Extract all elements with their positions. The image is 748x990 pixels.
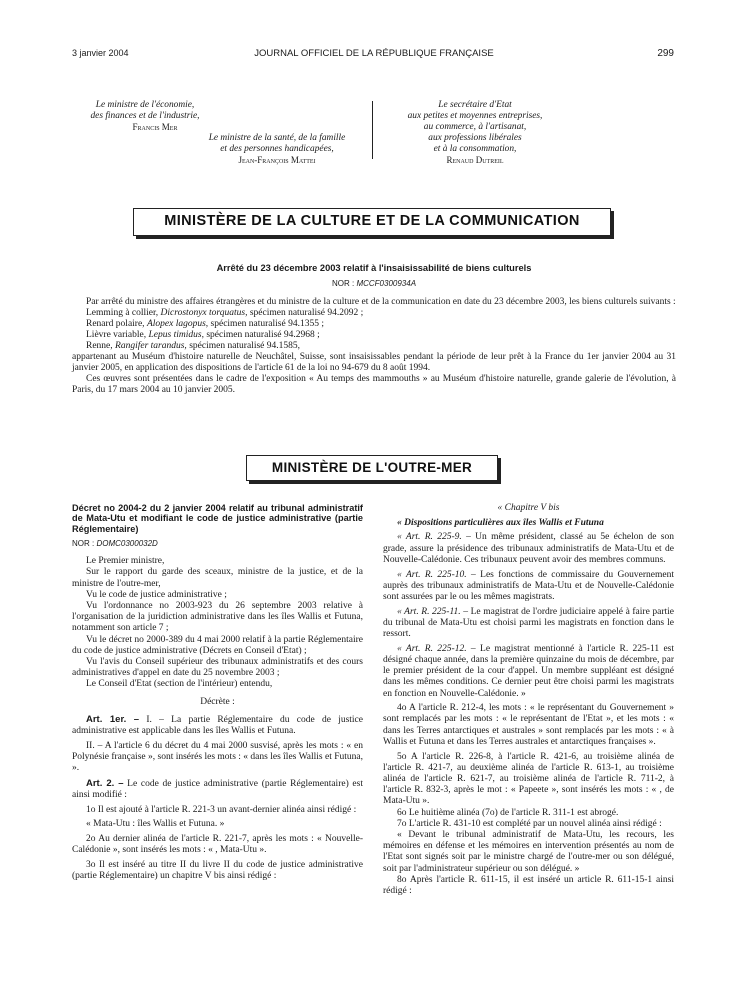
decree-paragraph: 5o A l'article R. 226-8, à l'article R. 421-6, au troisième alinéa de l'article R. 421-7, au deuxième alinéa de l'article R. 613-1, au troisième alinéa de l'article R. 621-7, au troisième alinéa de l'article R. 711-2, à l'article R. 832-3, après le mot : « Papeete », sont insérés les mots : « , de Mata-Utu ». bbox=[383, 751, 674, 807]
decree-paragraph: 6o Le huitième alinéa (7o) de l'article R. 311-1 est abrogé. bbox=[397, 807, 619, 818]
page-number: 299 bbox=[657, 48, 674, 59]
article-text: I. – La partie Réglementaire du code de justice administrative est applicable dans les îles Wallis et Futuna. bbox=[72, 714, 363, 736]
signature-divider bbox=[372, 101, 373, 159]
decree-paragraph: Le Premier ministre, bbox=[86, 556, 165, 567]
article-label: « Art. R. 225-10. bbox=[397, 569, 467, 580]
signatory-name: Francis Mer bbox=[132, 122, 178, 132]
article-label: Art. 1er. – bbox=[86, 713, 140, 725]
list-item: Renne, Rangifer tarandus, spécimen naturalisé 94.1585, bbox=[86, 341, 300, 351]
article-r225-10 bbox=[383, 570, 674, 604]
list-item: Lemming à collier, Dicrostonyx torquatus, spécimen naturalisé 94.2092 ; bbox=[86, 308, 364, 318]
decree-right-column bbox=[383, 503, 674, 897]
signatory-name: Renaud Dutreil bbox=[446, 155, 504, 165]
article-r225-9 bbox=[383, 532, 674, 566]
decree-title: Décret no 2004-2 du 2 janvier 2004 relatif au tribunal administratif de Mata-Utu et modifiant le code de justice administrative (partie Réglementaire) bbox=[72, 503, 363, 534]
signature-sante bbox=[182, 133, 372, 166]
ministry-heading-culture: MINISTÈRE DE LA CULTURE ET DE LA COMMUNICATION bbox=[133, 208, 611, 236]
article-text: – Le magistrat de l'ordre judiciaire appelé à faire partie du tribunal de Mata-Utu est choisi parmi les magistrats en fonction dans le ressort. bbox=[383, 606, 675, 640]
header-date: 3 janvier 2004 bbox=[72, 48, 129, 58]
signature-line: Le ministre de l'économie, bbox=[95, 100, 195, 110]
ministry-heading-outremer: MINISTÈRE DE L'OUTRE-MER bbox=[246, 455, 498, 481]
article-text: – Les fonctions de commissaire du Gouvernement auprès des tribunaux administratifs de Mata-Utu et de Nouvelle-Calédonie sont assurées par le ou les mêmes magistrats. bbox=[383, 569, 674, 602]
signature-line: Le secrétaire d'Etat bbox=[438, 100, 512, 110]
article-text: – Un même président, classé au 5e échelon de son grade, assure la présidence des tribunaux administratifs de Mata-Utu et de Nouvelle-Calédonie. Ces tribunaux peuvent avoir des membres communs. bbox=[383, 532, 675, 565]
list-item: Renard polaire, Alopex lagopus, spécimen naturalisé 94.1355 ; bbox=[86, 319, 324, 329]
signature-line: et à la consommation, bbox=[433, 144, 517, 154]
signature-line: au commerce, à l'artisanat, bbox=[423, 122, 527, 132]
article-r225-12 bbox=[383, 644, 674, 700]
article-r225-11 bbox=[383, 607, 674, 641]
decree-left-column bbox=[72, 503, 363, 882]
chapter-heading: « Chapitre V bis bbox=[497, 503, 560, 513]
nor-code: DOMC0300032D bbox=[96, 538, 158, 548]
decree-paragraph: Vu le décret no 2000-389 du 4 mai 2000 relatif à la partie Réglementaire du code de justice administrative (Décrets en Conseil d'Etat) ; bbox=[72, 634, 363, 656]
decree-paragraph: 8o Après l'article R. 611-15, il est inséré un article R. 611-15-1 ainsi rédigé : bbox=[383, 874, 674, 896]
signature-economie bbox=[80, 100, 210, 133]
arrete-intro: Par arrêté du ministre des affaires étrangères et du ministre de la culture et de la communication en date du 23 décembre 2003, les biens culturels suivants : bbox=[86, 297, 676, 307]
nor-label: NOR : bbox=[331, 279, 355, 288]
article-1 bbox=[72, 714, 363, 737]
decree-paragraph: 2o Au dernier alinéa de l'article R. 221-7, après les mots : « Nouvelle-Calédonie », sont insérés les mots : « , Mata-Utu ». bbox=[72, 834, 363, 856]
decree-paragraph: 3o Il est inséré au titre II du livre II du code de justice administrative (partie Réglementaire) un chapitre V bis ainsi rédigé : bbox=[72, 859, 363, 882]
journal-title: JOURNAL OFFICIEL DE LA RÉPUBLIQUE FRANÇAISE bbox=[254, 48, 494, 59]
article-text: Le code de justice administrative (partie Réglementaire) est ainsi modifié : bbox=[72, 778, 363, 800]
decree-paragraph: Le Conseil d'Etat (section de l'intérieur) entendu, bbox=[86, 679, 273, 690]
decrete-line: Décrète : bbox=[200, 696, 235, 707]
running-header bbox=[72, 48, 676, 62]
signature-line: Le ministre de la santé, de la famille bbox=[208, 133, 346, 143]
article-label: Art. 2. – bbox=[86, 777, 124, 789]
decree-paragraph: « Mata-Utu : îles Wallis et Futuna. » bbox=[86, 819, 225, 830]
decree-paragraph: Vu le code de justice administrative ; bbox=[86, 589, 227, 600]
signature-pme bbox=[380, 100, 570, 166]
nor-code: MCCF0300934A bbox=[356, 279, 417, 288]
signature-line: des finances et de l'industrie, bbox=[90, 111, 200, 121]
decree-paragraph: Vu l'ordonnance no 2003-923 du 26 septembre 2003 relative à l'organisation de la juridiction administrative dans les îles Wallis et Futuna, notamment son article 7 ; bbox=[72, 600, 363, 634]
arrete-title: Arrêté du 23 décembre 2003 relatif à l'insaisissabilité de biens culturels bbox=[216, 263, 532, 273]
article-2 bbox=[72, 778, 363, 801]
signature-line: aux petites et moyennes entreprises, bbox=[407, 111, 543, 121]
signature-line: et des personnes handicapées, bbox=[220, 144, 334, 154]
decree-paragraph: Sur le rapport du garde des sceaux, ministre de la justice, et de la ministre de l'outre-mer, bbox=[72, 567, 363, 589]
decree-nor bbox=[72, 538, 363, 549]
arrete-paragraph: appartenant au Muséum d'histoire naturelle de Neuchâtel, Suisse, sont insaisissables pendant la période de leur prêt à la France du 1er janvier 2004 au 31 janvier 2005, en application des dispositions de l'article 61 de la loi no 94-679 du 8 août 1994. bbox=[72, 352, 676, 373]
article-label: « Art. R. 225-11. bbox=[397, 606, 461, 617]
signatory-name: Jean-François Mattei bbox=[238, 155, 316, 165]
signature-line: aux professions libérales bbox=[428, 133, 522, 143]
arrete-body bbox=[72, 297, 676, 396]
decree-paragraph: II. – A l'article 6 du décret du 4 mai 2000 susvisé, après les mots : « en Polynésie française », sont insérés les mots : « dans les îles Wallis et Futuna, ». bbox=[72, 740, 363, 774]
dispositions-heading: « Dispositions particulières aux îles Wallis et Futuna bbox=[397, 517, 604, 528]
arrete-paragraph: Ces œuvres sont présentées dans le cadre de l'exposition « Au temps des mammouths » au Muséum d'histoire naturelle, grande galerie de l'évolution, à Paris, du 17 mars 2004 au 10 janvier 2005. bbox=[72, 374, 676, 395]
article-text: – Le magistrat mentionné à l'article R. 225-11 est désigné chaque année, dans la première quinzaine du mois de décembre, par le premier président de la cour d'appel. Un membre suppléant est désigné dans les mêmes conditions. Ce dernier peut être choisi parmi les magistrats en fonction en Nouvelle-Calédonie. » bbox=[383, 643, 674, 699]
decree-paragraph: 4o A l'article R. 212-4, les mots : « le représentant du Gouvernement » sont remplacés par les mots : « le représentant de l'Etat », et les mots : « dans les Terres antarctiques et australes » sont remplacés par les mots : « à Wallis et Futuna et dans les Terres australes et antarctiques françaises ». bbox=[383, 703, 674, 747]
list-item: Lièvre variable, Lepus timidus, spécimen naturalisé 94.2968 ; bbox=[86, 330, 320, 340]
decree-paragraph: 1o Il est ajouté à l'article R. 221-3 un avant-dernier alinéa ainsi rédigé : bbox=[86, 804, 357, 815]
decree-paragraph: Vu l'avis du Conseil supérieur des tribunaux administratifs et des cours administratives d'appel en date du 25 novembre 2003 ; bbox=[72, 656, 363, 679]
arrete-nor bbox=[72, 279, 676, 288]
decree-paragraph: « Devant le tribunal administratif de Mata-Utu, les recours, les mémoires en défense et les mémoires en intervention présentés au nom de l'Etat sont signés soit par le ministre chargé de l'outre-mer ou son délégué, soit par l'administrateur supérieur ou son délégué. » bbox=[383, 829, 674, 874]
article-label: « Art. R. 225-9. bbox=[397, 532, 462, 543]
article-label: « Art. R. 225-12. bbox=[397, 643, 467, 654]
decree-paragraph: 7o L'article R. 431-10 est complété par un nouvel alinéa ainsi rédigé : bbox=[397, 818, 662, 829]
nor-label: NOR : bbox=[72, 538, 95, 548]
